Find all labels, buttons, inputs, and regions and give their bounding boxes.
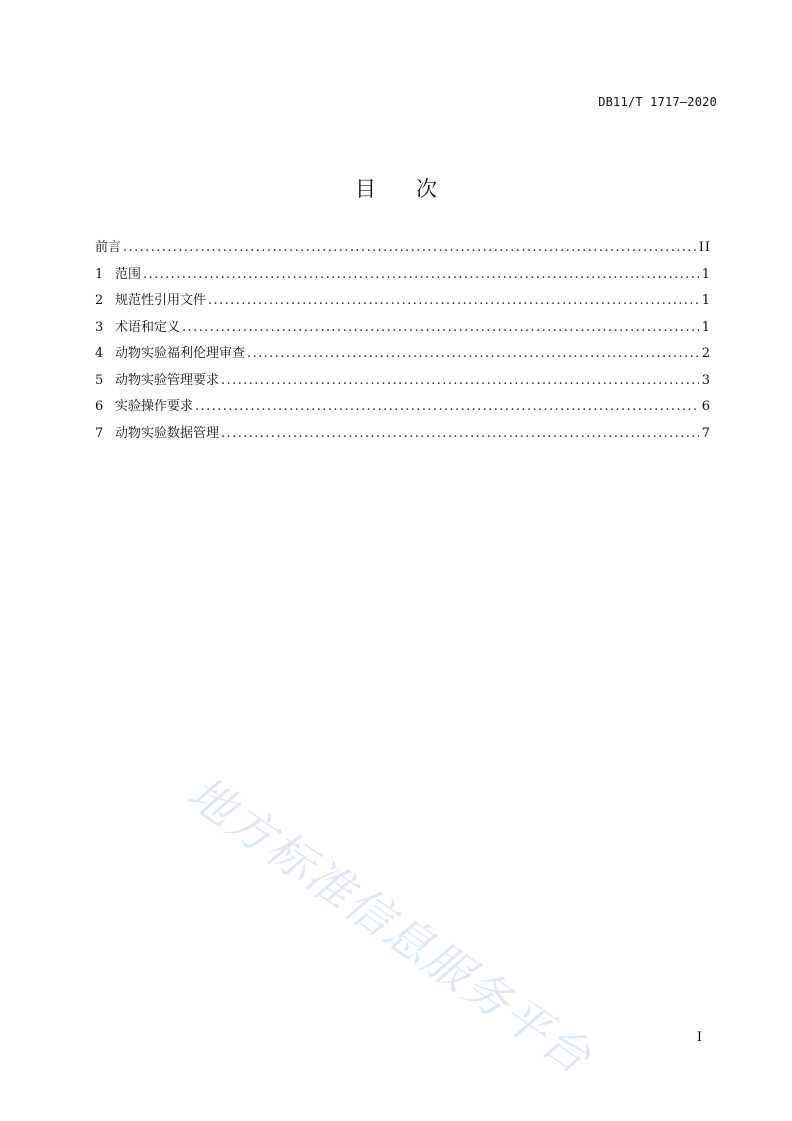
toc-entry-number: 7 <box>95 425 104 441</box>
toc-leader-dots <box>221 426 699 441</box>
toc-leader-dots <box>123 240 697 255</box>
toc-entry-number: 4 <box>95 346 104 361</box>
toc-entry-2[interactable] <box>95 289 711 316</box>
toc-entry-page: II <box>698 240 711 255</box>
toc-entry-4[interactable] <box>95 342 711 369</box>
toc-entry-number: 1 <box>95 266 104 282</box>
toc-entry-label: 范围 <box>115 266 142 282</box>
toc-entry-page: 1 <box>701 266 711 282</box>
toc-entry-7[interactable] <box>95 422 711 449</box>
toc-entry-5[interactable] <box>95 369 711 396</box>
toc-entry-label: 规范性引用文件 <box>115 293 207 308</box>
toc-entry-number: 6 <box>95 399 104 414</box>
toc-entry-page: 3 <box>701 372 711 388</box>
toc-leader-dots <box>208 293 699 308</box>
toc-title: 目次 <box>355 177 477 201</box>
toc-entry-label: 术语和定义 <box>115 319 181 335</box>
toc-entry-label: 动物实验数据管理 <box>115 425 220 441</box>
toc-entry-label: 动物实验福利伦理审查 <box>115 346 246 361</box>
toc-entry-number: 3 <box>95 319 104 335</box>
toc-entry-number: 5 <box>95 372 104 388</box>
toc-entry-label: 实验操作要求 <box>115 399 194 414</box>
toc-entry-label: 动物实验管理要求 <box>115 372 220 388</box>
toc-entry-page: 1 <box>701 293 711 308</box>
watermark: 地方标准信息服务平台 <box>177 765 602 1085</box>
toc-entry-page: 2 <box>701 346 711 361</box>
toc-leader-dots <box>182 320 699 335</box>
table-of-contents <box>95 236 711 448</box>
toc-entry-page: 1 <box>701 319 711 335</box>
page-number: I <box>696 1030 702 1045</box>
toc-leader-dots <box>221 373 699 388</box>
toc-entry-number: 2 <box>95 293 104 308</box>
toc-entry-6[interactable] <box>95 395 711 422</box>
toc-leader-dots <box>195 399 699 414</box>
toc-entry-foreword[interactable] <box>95 236 711 263</box>
toc-leader-dots <box>247 346 699 361</box>
document-code: DB11/T 1717—2020 <box>598 95 717 109</box>
toc-entry-page: 7 <box>701 425 711 441</box>
toc-entry-3[interactable] <box>95 316 711 343</box>
toc-entry-1[interactable] <box>95 263 711 290</box>
toc-leader-dots <box>143 267 699 282</box>
toc-entry-page: 6 <box>701 399 711 414</box>
toc-entry-label: 前言 <box>95 240 122 255</box>
